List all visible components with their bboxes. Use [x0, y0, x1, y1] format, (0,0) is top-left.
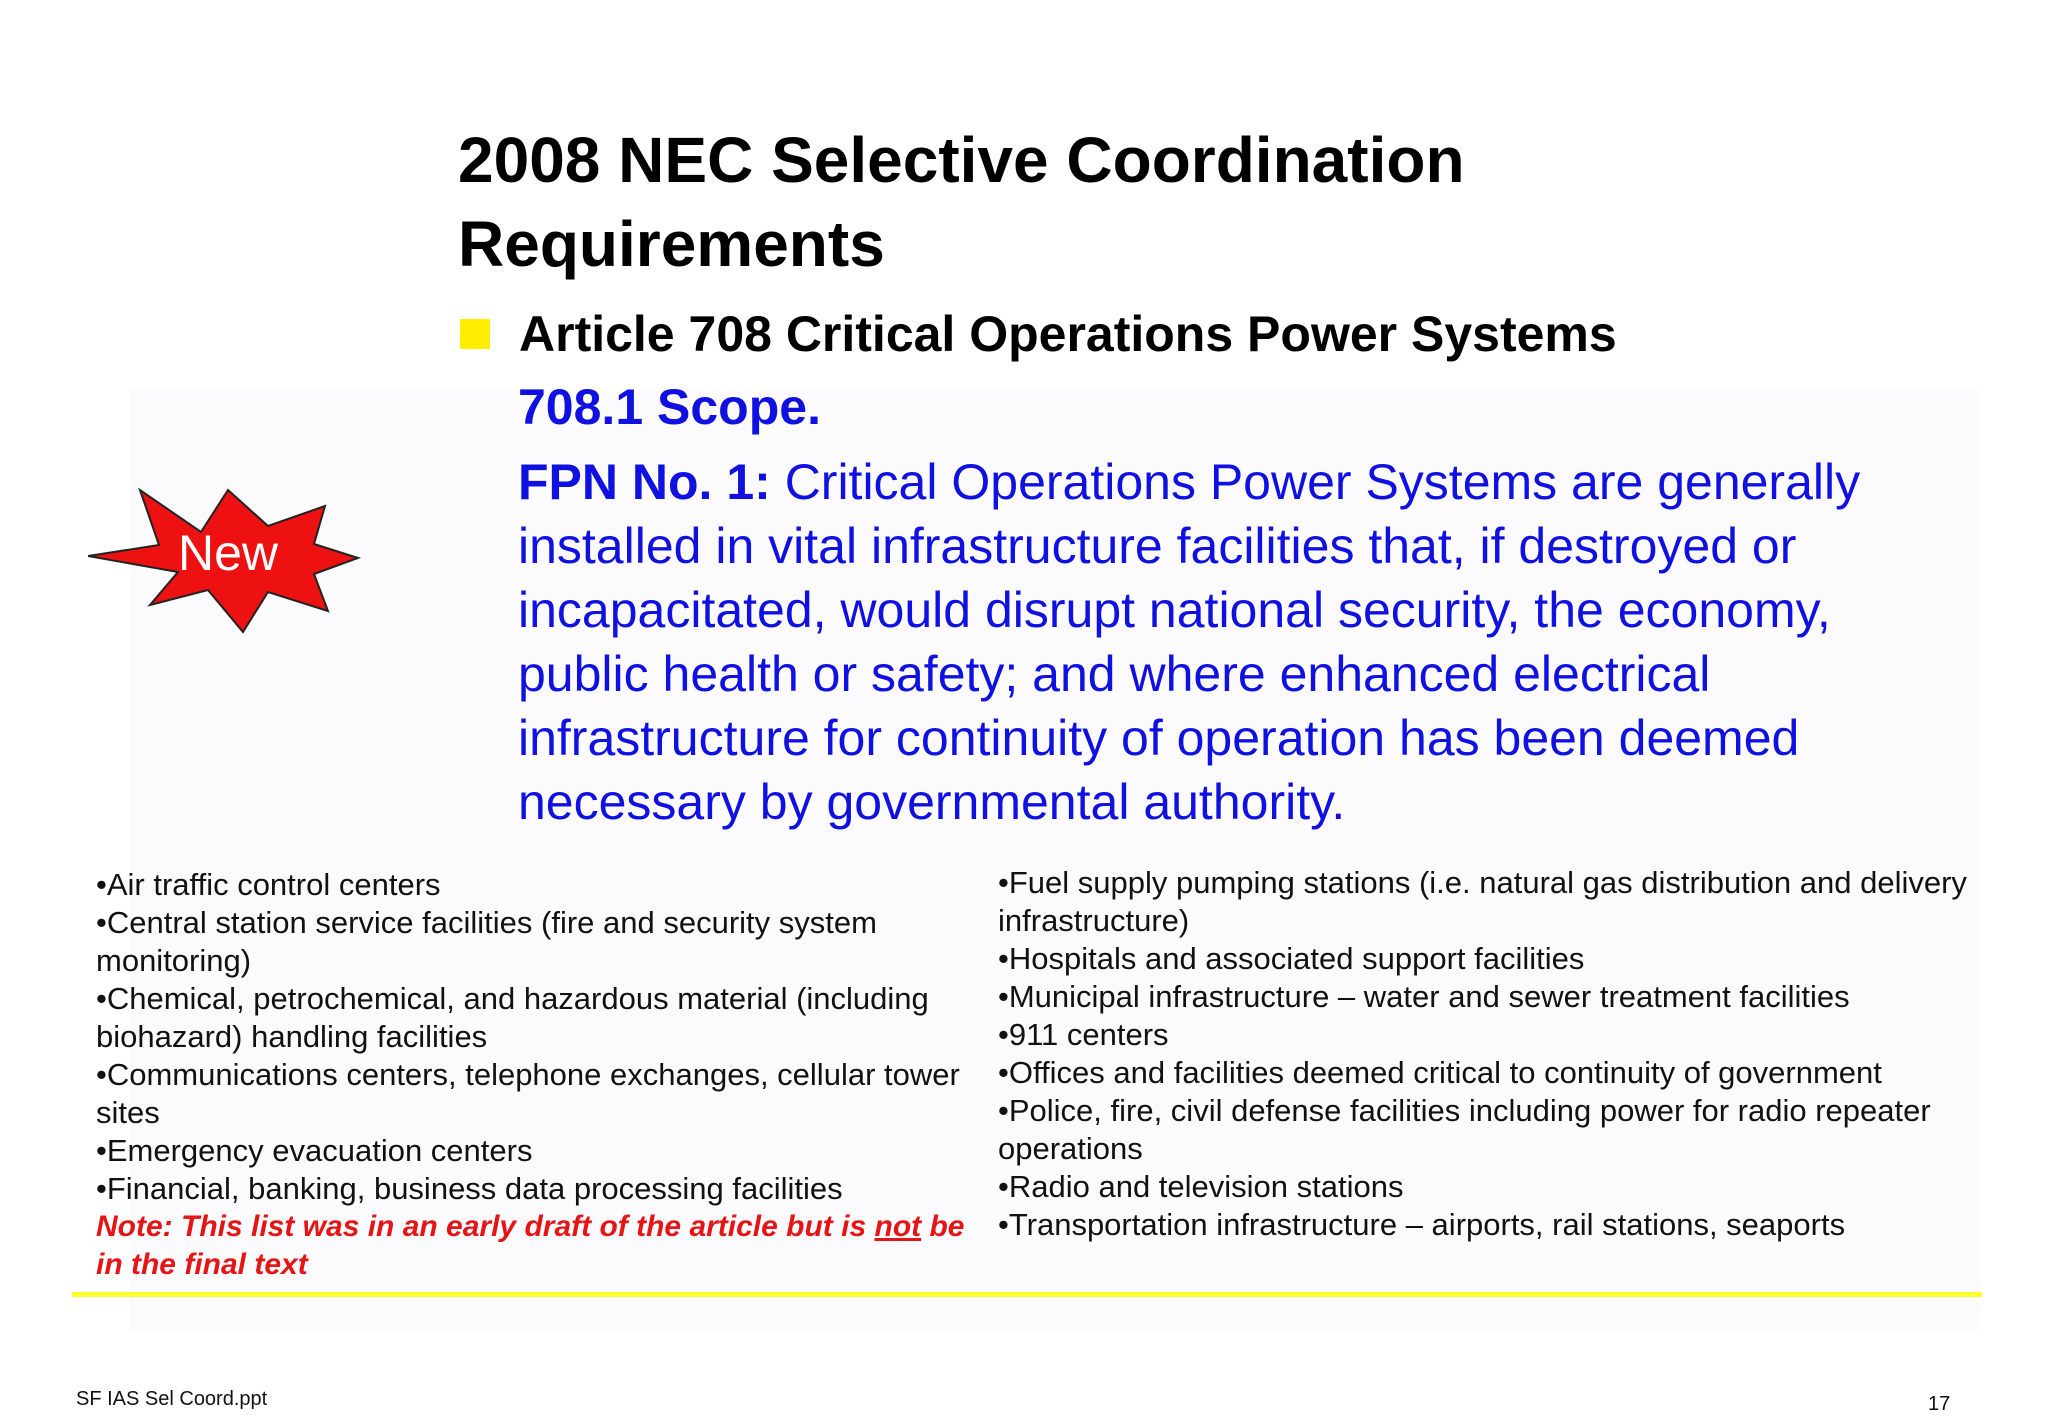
new-badge-label: New [177, 525, 279, 581]
list-item: •Financial, banking, business data processing facilities [96, 1171, 843, 1206]
list-item: •Communications centers, telephone exchanges, cellular tower sites [96, 1057, 960, 1130]
note-underlined-word: not [874, 1210, 922, 1243]
fpn-paragraph [518, 450, 1958, 834]
list-item: •Offices and facilities deemed critical to continuity of government [998, 1055, 1882, 1090]
article-bullet [460, 305, 1617, 363]
list-item: •Emergency evacuation centers [96, 1133, 533, 1168]
note-text-2: be in the final text [96, 1210, 965, 1281]
facility-list-right [998, 864, 1988, 1244]
list-item: •Fuel supply pumping stations (i.e. natural gas distribution and delivery infrastructure) [998, 865, 1967, 938]
new-starburst-icon [88, 468, 368, 650]
square-bullet-icon [460, 319, 490, 349]
list-item: •Air traffic control centers [96, 867, 441, 902]
yellow-divider [72, 1292, 1982, 1297]
list-item: •911 centers [998, 1017, 1169, 1052]
list-item: •Hospitals and associated support facilities [998, 941, 1585, 976]
footer-filename: SF IAS Sel Coord.ppt [76, 1388, 268, 1410]
list-item: •Transportation infrastructure – airports, rail stations, seaports [998, 1207, 1846, 1242]
note-text-1: Note: This list was in an early draft of the article but is [96, 1210, 875, 1243]
article-heading: Article 708 Critical Operations Power Systems [519, 306, 1617, 362]
list-item: •Chemical, petrochemical, and hazardous material (including biohazard) handling facilities [96, 981, 929, 1054]
list-item: •Municipal infrastructure – water and sewer treatment facilities [998, 979, 1850, 1014]
list-item: •Police, fire, civil defense facilities including power for radio repeater operations [998, 1093, 1931, 1166]
page-number: 17 [1928, 1393, 1951, 1415]
slide-title: 2008 NEC Selective Coordination Requirements [458, 124, 1465, 280]
list-item: •Central station service facilities (fire and security system monitoring) [96, 905, 877, 978]
fpn-label: FPN No. 1: [518, 454, 771, 510]
list-item: •Radio and television stations [998, 1169, 1404, 1204]
draft-note [96, 1208, 976, 1284]
fpn-text: Critical Operations Power Systems are generally installed in vital infrastructure facilities that, if destroyed or incapacitated, would disrupt national security, the economy, public health or safety; and where enhanced electrical infrastructure for continuity of operation has been deemed necessary by governmental authority. [518, 454, 1861, 830]
scope-heading: 708.1 Scope. [518, 379, 821, 435]
facility-list-left [96, 866, 976, 1284]
